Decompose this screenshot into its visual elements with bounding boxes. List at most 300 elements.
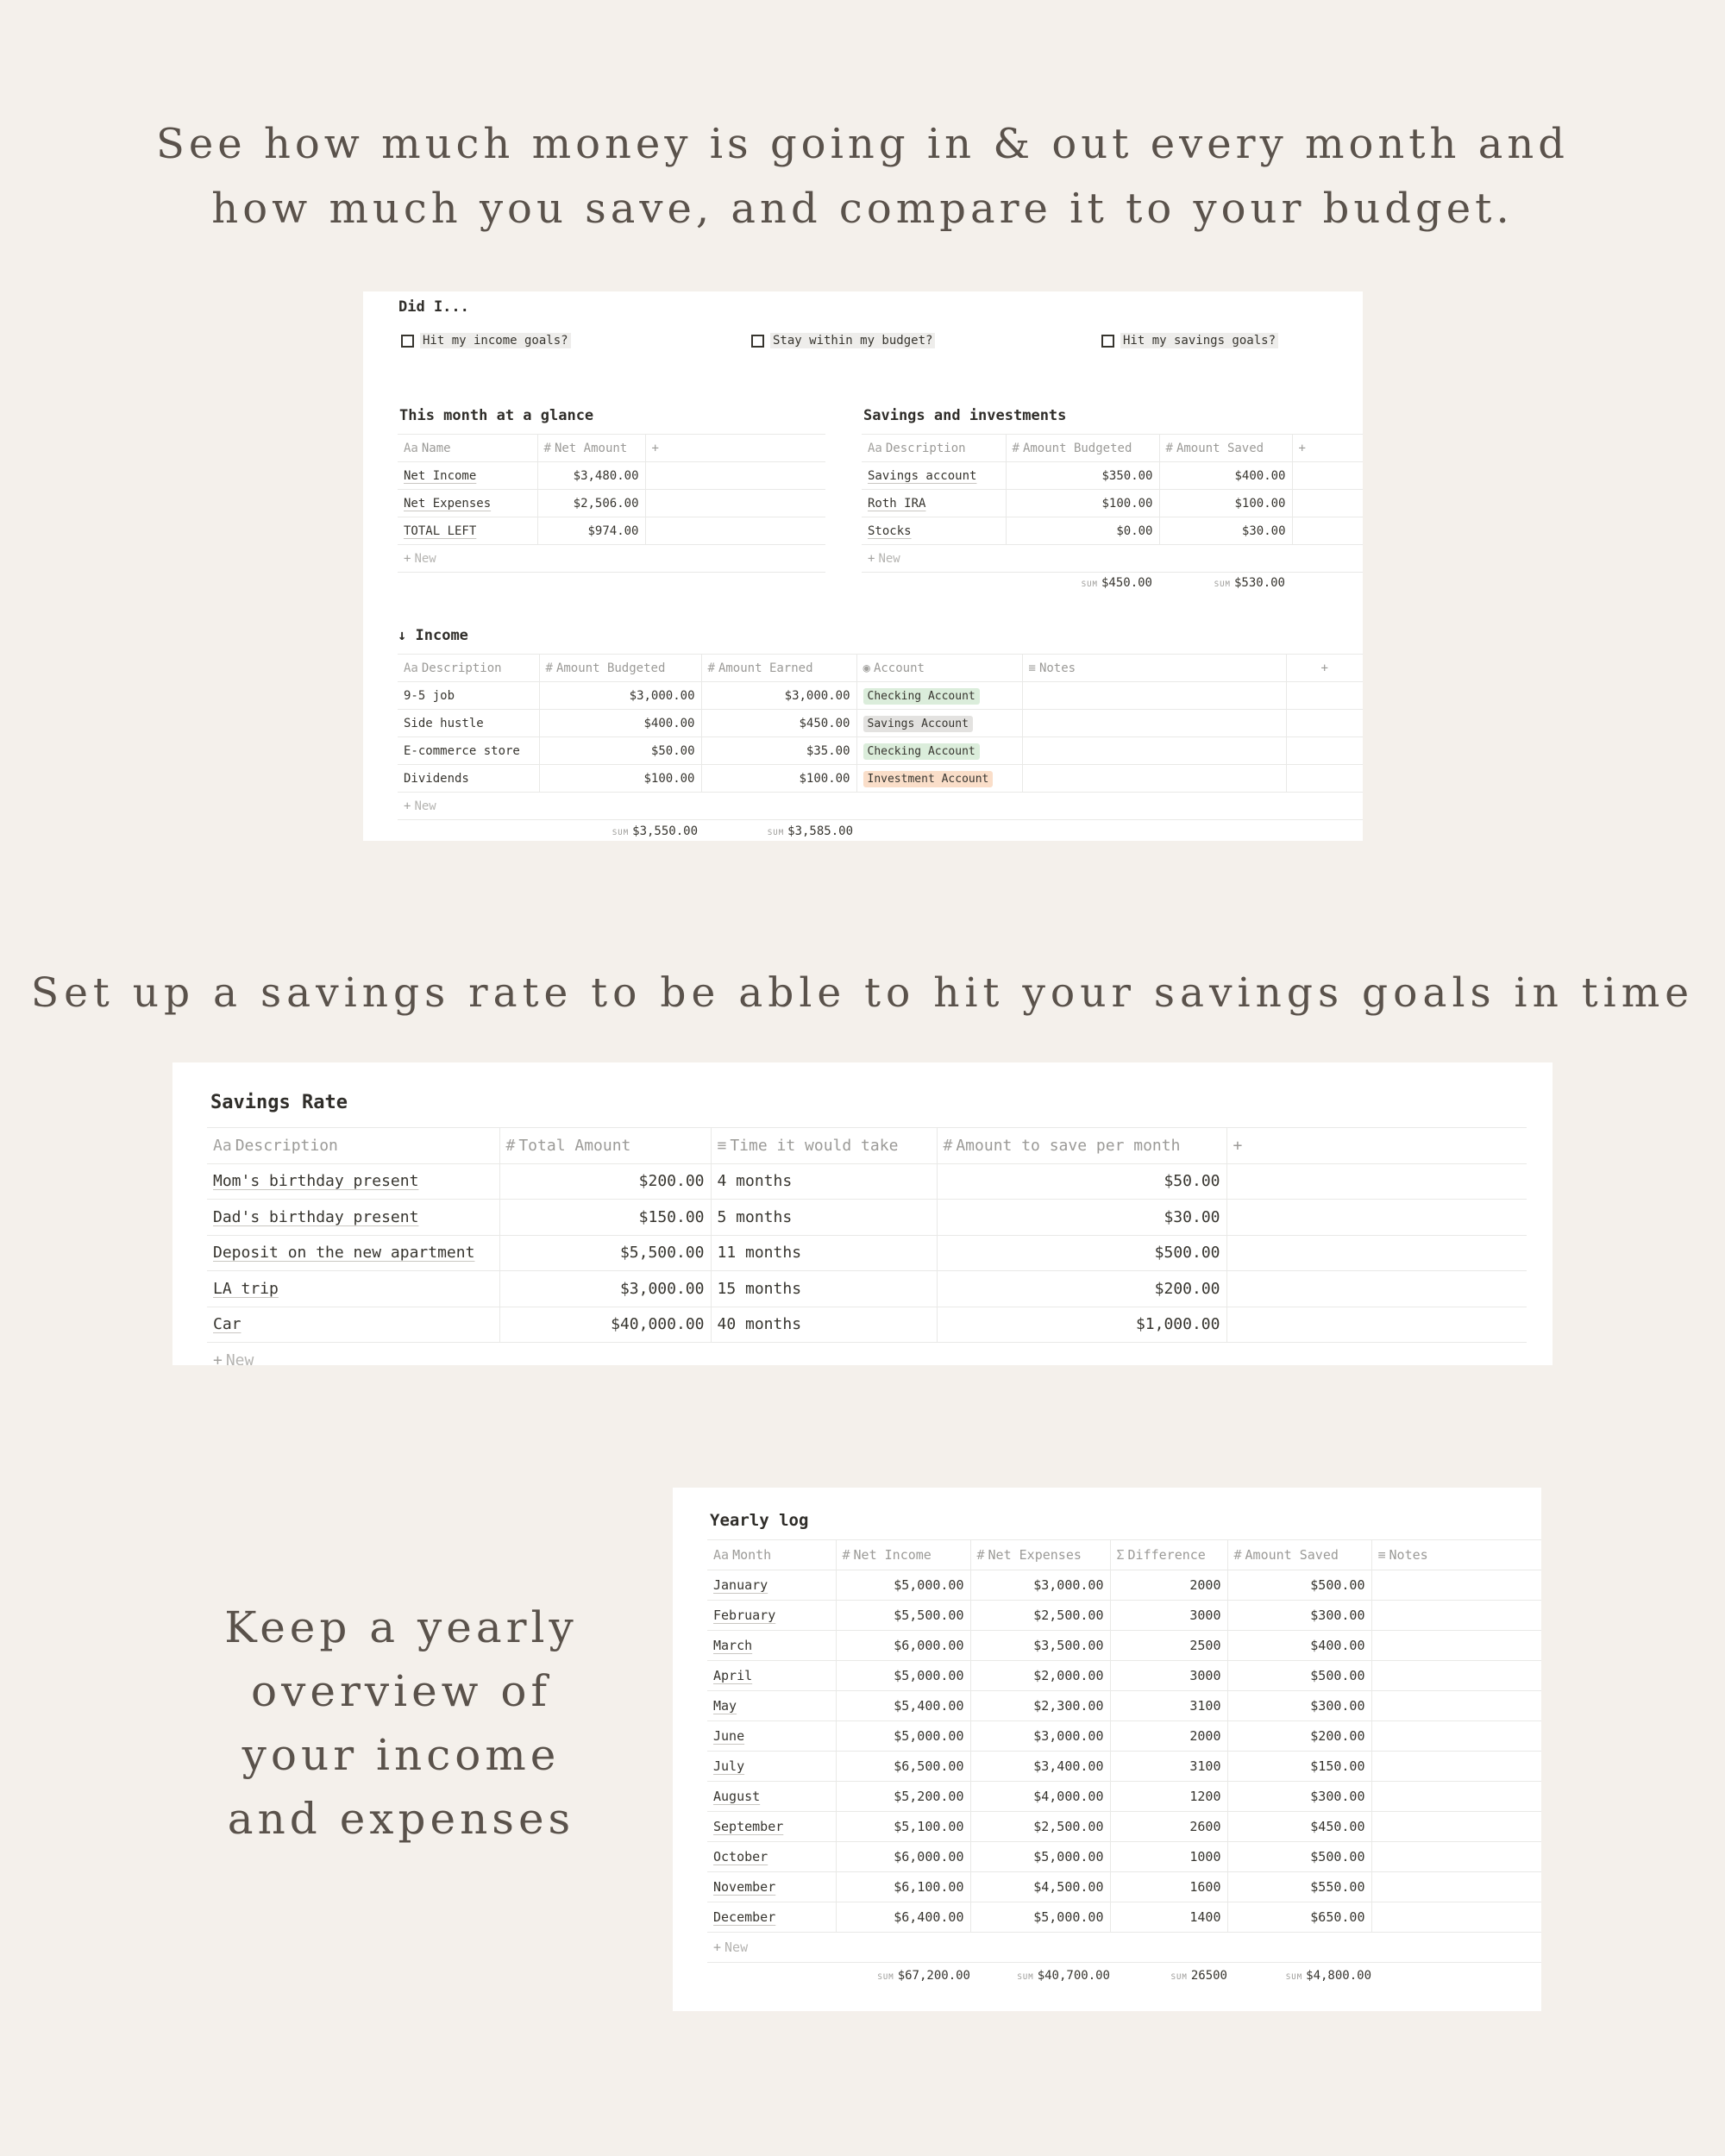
cell-difference[interactable]: 1000 xyxy=(1110,1842,1227,1872)
cell-amount-saved[interactable]: $300.00 xyxy=(1227,1782,1371,1812)
checkbox-icon[interactable] xyxy=(751,335,764,348)
add-column-icon[interactable]: + xyxy=(1286,655,1363,682)
column-label: Amount Earned xyxy=(718,661,813,675)
table-row[interactable] xyxy=(398,710,1363,737)
cell-notes[interactable] xyxy=(1371,1631,1541,1661)
cell-earned[interactable]: $3,000.00 xyxy=(701,682,856,710)
add-column-icon[interactable]: + xyxy=(645,435,825,462)
cell-net-expenses[interactable]: $2,500.00 xyxy=(970,1601,1110,1631)
monthly-dashboard-card xyxy=(363,291,1363,841)
col-notes[interactable] xyxy=(1371,1540,1541,1570)
cell-description[interactable]: 9-5 job xyxy=(398,682,539,710)
new-row-label[interactable] xyxy=(707,1933,1541,1963)
table-row[interactable] xyxy=(862,462,1363,490)
checkbox-icon[interactable] xyxy=(401,335,414,348)
cell-net-expenses[interactable]: $3,000.00 xyxy=(970,1570,1110,1601)
table-row[interactable] xyxy=(707,1691,1541,1721)
cell-empty[interactable] xyxy=(1226,1163,1527,1200)
column-label: Account xyxy=(873,661,925,675)
cell-net-expenses[interactable]: $2,500.00 xyxy=(970,1812,1110,1842)
col-time[interactable] xyxy=(711,1128,937,1164)
col-name[interactable] xyxy=(398,435,537,462)
yearly-log-table xyxy=(707,1539,1541,1963)
cell-net-income[interactable]: $6,400.00 xyxy=(836,1902,970,1933)
cell-month[interactable] xyxy=(707,1902,836,1933)
table-row[interactable] xyxy=(207,1307,1527,1343)
cell-notes[interactable] xyxy=(1371,1782,1541,1812)
headline-line: how much you save, and compare it to your budget. xyxy=(211,185,1514,233)
col-amount-earned[interactable] xyxy=(701,655,856,682)
column-label: Net Income xyxy=(853,1547,932,1563)
month-label: July xyxy=(713,1758,745,1774)
col-net-amount[interactable] xyxy=(537,435,645,462)
cell-name[interactable]: TOTAL LEFT xyxy=(398,517,537,545)
column-label: Description xyxy=(885,441,966,455)
cell-time[interactable]: 40 months xyxy=(711,1307,937,1343)
sum-budgeted[interactable] xyxy=(539,824,698,838)
cell-description[interactable]: Mom's birthday present xyxy=(207,1163,499,1200)
col-amount-saved[interactable] xyxy=(1227,1540,1371,1570)
number-type-icon: # xyxy=(842,1547,850,1563)
new-row-label[interactable] xyxy=(398,545,825,573)
cell-empty[interactable] xyxy=(1292,490,1363,517)
table-row[interactable] xyxy=(862,490,1363,517)
cell-total[interactable]: $40,000.00 xyxy=(499,1307,711,1343)
table-header xyxy=(207,1128,1527,1164)
cell-difference[interactable]: 1200 xyxy=(1110,1782,1227,1812)
cell-account[interactable] xyxy=(856,682,1022,710)
cell-saved[interactable]: $30.00 xyxy=(1159,517,1292,545)
new-row-label[interactable] xyxy=(398,793,1363,820)
cell-empty[interactable] xyxy=(1286,710,1363,737)
sum-label: SUM xyxy=(877,1973,894,1982)
cell-empty[interactable] xyxy=(1286,682,1363,710)
select-type-icon: ◉ xyxy=(862,661,870,675)
cell-monthly[interactable]: $1,000.00 xyxy=(937,1307,1226,1343)
cell-amount-saved[interactable]: $500.00 xyxy=(1227,1842,1371,1872)
cell-month[interactable] xyxy=(707,1752,836,1782)
cell-earned[interactable]: $450.00 xyxy=(701,710,856,737)
column-label: Notes xyxy=(1389,1547,1428,1563)
cell-difference[interactable]: 2000 xyxy=(1110,1570,1227,1601)
column-label: Description xyxy=(421,661,502,675)
cell-difference[interactable]: 1400 xyxy=(1110,1902,1227,1933)
cell-time[interactable]: 5 months xyxy=(711,1200,937,1236)
cell-net-expenses[interactable]: $4,000.00 xyxy=(970,1782,1110,1812)
new-row-button[interactable] xyxy=(207,1343,1527,1366)
cell-amount-saved[interactable]: $650.00 xyxy=(1227,1902,1371,1933)
cell-description[interactable]: LA trip xyxy=(207,1271,499,1307)
cell-amount-saved[interactable]: $200.00 xyxy=(1227,1721,1371,1752)
sum-saved[interactable] xyxy=(1152,576,1285,590)
sum-budgeted[interactable] xyxy=(1006,576,1152,590)
cell-notes[interactable] xyxy=(1022,737,1286,765)
cell-amount[interactable]: $3,480.00 xyxy=(537,462,645,490)
table-header xyxy=(398,435,825,462)
month-label: November xyxy=(713,1879,776,1895)
col-amount-saved[interactable] xyxy=(1159,435,1292,462)
cell-empty[interactable] xyxy=(1226,1235,1527,1271)
table-row[interactable] xyxy=(707,1570,1541,1601)
account-tag[interactable]: Savings Account xyxy=(863,716,973,732)
cell-amount-saved[interactable]: $500.00 xyxy=(1227,1570,1371,1601)
cell-notes[interactable] xyxy=(1371,1570,1541,1601)
column-label: Description xyxy=(235,1136,338,1155)
cell-month[interactable] xyxy=(707,1842,836,1872)
cell-month[interactable] xyxy=(707,1661,836,1691)
cell-description[interactable]: Side hustle xyxy=(398,710,539,737)
yearly-log-title: Yearly log xyxy=(710,1511,809,1530)
cell-monthly[interactable]: $30.00 xyxy=(937,1200,1226,1236)
add-column-icon[interactable]: + xyxy=(1292,435,1363,462)
cell-difference[interactable]: 3100 xyxy=(1110,1691,1227,1721)
sum-label: SUM xyxy=(1081,580,1098,589)
number-type-icon: # xyxy=(943,1136,953,1155)
cell-description[interactable]: Savings account xyxy=(862,462,1006,490)
month-label: September xyxy=(713,1819,784,1834)
col-net-income[interactable] xyxy=(836,1540,970,1570)
cell-month[interactable] xyxy=(707,1691,836,1721)
arrow-down-icon: ↓ xyxy=(398,627,407,644)
cell-net-expenses[interactable]: $3,000.00 xyxy=(970,1721,1110,1752)
cell-month[interactable] xyxy=(707,1601,836,1631)
cell-difference[interactable]: 3000 xyxy=(1110,1601,1227,1631)
cell-saved[interactable]: $100.00 xyxy=(1159,490,1292,517)
column-label: Amount Saved xyxy=(1176,441,1264,455)
cell-name[interactable]: Net Expenses xyxy=(398,490,537,517)
cell-net-income[interactable]: $5,200.00 xyxy=(836,1782,970,1812)
cell-description[interactable]: Roth IRA xyxy=(862,490,1006,517)
col-description[interactable] xyxy=(862,435,1006,462)
cell-notes[interactable] xyxy=(1022,765,1286,793)
col-notes[interactable] xyxy=(1022,655,1286,682)
savings-rate-table xyxy=(207,1127,1527,1365)
sum-net-income[interactable] xyxy=(836,1969,970,1983)
column-label: Net Amount xyxy=(554,441,628,455)
cell-budgeted[interactable]: $100.00 xyxy=(1006,490,1159,517)
cell-net-income[interactable]: $5,500.00 xyxy=(836,1601,970,1631)
headline-line: See how much money is going in & out every month and xyxy=(156,120,1569,168)
cell-saved[interactable]: $400.00 xyxy=(1159,462,1292,490)
cell-amount[interactable]: $974.00 xyxy=(537,517,645,545)
column-label: Amount Saved xyxy=(1245,1547,1339,1563)
cell-month[interactable] xyxy=(707,1721,836,1752)
table-row[interactable] xyxy=(398,737,1363,765)
cell-total[interactable]: $200.00 xyxy=(499,1163,711,1200)
table-row[interactable] xyxy=(862,517,1363,545)
cell-amount-saved[interactable]: $400.00 xyxy=(1227,1631,1371,1661)
new-label: New xyxy=(724,1940,749,1955)
table-row[interactable] xyxy=(398,517,825,545)
col-amount-budgeted[interactable] xyxy=(1006,435,1159,462)
headline-savings-rate: Set up a savings rate to be able to hit your savings goals in time xyxy=(30,969,1695,1017)
table-row[interactable] xyxy=(707,1872,1541,1902)
col-amount-budgeted[interactable] xyxy=(539,655,701,682)
column-label: Month xyxy=(732,1547,772,1563)
sum-value: $530.00 xyxy=(1233,576,1285,590)
col-monthly[interactable] xyxy=(937,1128,1226,1164)
table-row[interactable] xyxy=(207,1163,1527,1200)
cell-notes[interactable] xyxy=(1371,1601,1541,1631)
table-row[interactable] xyxy=(398,682,1363,710)
cell-difference[interactable]: 3000 xyxy=(1110,1661,1227,1691)
sum-value: $4,800.00 xyxy=(1306,1969,1371,1983)
new-row-button[interactable] xyxy=(707,1933,1541,1963)
cell-net-expenses[interactable]: $2,300.00 xyxy=(970,1691,1110,1721)
cell-net-income[interactable]: $5,000.00 xyxy=(836,1570,970,1601)
cell-account[interactable] xyxy=(856,765,1022,793)
cell-description[interactable]: Stocks xyxy=(862,517,1006,545)
cell-amount[interactable]: $2,506.00 xyxy=(537,490,645,517)
cell-net-expenses[interactable]: $5,000.00 xyxy=(970,1842,1110,1872)
yearly-log-card xyxy=(673,1488,1541,2011)
cell-difference[interactable]: 1600 xyxy=(1110,1872,1227,1902)
account-tag[interactable]: Checking Account xyxy=(863,688,980,705)
checkbox-label: Stay within my budget? xyxy=(770,333,935,348)
plus-icon: + xyxy=(404,799,411,813)
table-header xyxy=(862,435,1363,462)
cell-net-income[interactable]: $6,000.00 xyxy=(836,1842,970,1872)
cell-amount-saved[interactable]: $450.00 xyxy=(1227,1812,1371,1842)
cell-time[interactable]: 11 months xyxy=(711,1235,937,1271)
cell-empty[interactable] xyxy=(645,517,825,545)
headline-line: overview of xyxy=(251,1666,551,1716)
cell-monthly[interactable]: $200.00 xyxy=(937,1271,1226,1307)
column-label: Amount to save per month xyxy=(956,1136,1181,1155)
new-row-button[interactable] xyxy=(862,545,1363,573)
cell-description[interactable]: E-commerce store xyxy=(398,737,539,765)
cell-notes[interactable] xyxy=(1371,1872,1541,1902)
cell-net-expenses[interactable]: $3,400.00 xyxy=(970,1752,1110,1782)
cell-description[interactable]: Car xyxy=(207,1307,499,1343)
cell-empty[interactable] xyxy=(1286,737,1363,765)
cell-difference[interactable]: 3100 xyxy=(1110,1752,1227,1782)
cell-empty[interactable] xyxy=(1286,765,1363,793)
cell-budgeted[interactable]: $0.00 xyxy=(1006,517,1159,545)
cell-budgeted[interactable]: $350.00 xyxy=(1006,462,1159,490)
cell-month[interactable] xyxy=(707,1812,836,1842)
headline-line: and expenses xyxy=(227,1794,575,1844)
table-row[interactable] xyxy=(707,1631,1541,1661)
text-lines-icon: ≡ xyxy=(717,1136,727,1155)
cell-difference[interactable]: 2000 xyxy=(1110,1721,1227,1752)
sum-value: $3,550.00 xyxy=(632,824,698,838)
cell-notes[interactable] xyxy=(1371,1752,1541,1782)
cell-budgeted[interactable]: $100.00 xyxy=(539,765,701,793)
column-label: Notes xyxy=(1038,661,1076,675)
income-title-text: Income xyxy=(415,627,468,644)
col-month[interactable] xyxy=(707,1540,836,1570)
table-row[interactable] xyxy=(207,1271,1527,1307)
column-label: Net Expenses xyxy=(988,1547,1082,1563)
cell-empty[interactable] xyxy=(1292,517,1363,545)
cell-difference[interactable]: 2500 xyxy=(1110,1631,1227,1661)
table-row[interactable] xyxy=(707,1752,1541,1782)
income-table xyxy=(398,654,1363,820)
cell-amount-saved[interactable]: $300.00 xyxy=(1227,1691,1371,1721)
cell-net-income[interactable]: $5,100.00 xyxy=(836,1812,970,1842)
cell-notes[interactable] xyxy=(1371,1691,1541,1721)
cell-month[interactable] xyxy=(707,1872,836,1902)
cell-description[interactable]: Dad's birthday present xyxy=(207,1200,499,1236)
checkbox-label: Hit my savings goals? xyxy=(1120,333,1278,348)
checkbox-budget[interactable] xyxy=(751,333,935,348)
cell-difference[interactable]: 2600 xyxy=(1110,1812,1227,1842)
cell-notes[interactable] xyxy=(1371,1661,1541,1691)
cell-net-income[interactable]: $6,100.00 xyxy=(836,1872,970,1902)
sum-amount-saved[interactable] xyxy=(1227,1969,1371,1983)
sum-difference[interactable] xyxy=(1110,1969,1227,1983)
cell-total[interactable]: $5,500.00 xyxy=(499,1235,711,1271)
cell-budgeted[interactable]: $50.00 xyxy=(539,737,701,765)
col-net-expenses[interactable] xyxy=(970,1540,1110,1570)
cell-description[interactable]: Deposit on the new apartment xyxy=(207,1235,499,1271)
add-column-icon[interactable]: + xyxy=(1226,1128,1527,1164)
text-type-icon: Aa xyxy=(213,1136,232,1155)
new-label: New xyxy=(225,1351,254,1365)
month-label: April xyxy=(713,1668,753,1683)
savings-rate-card xyxy=(172,1062,1552,1365)
account-tag[interactable]: Investment Account xyxy=(863,771,994,787)
table-row[interactable] xyxy=(707,1902,1541,1933)
month-label: December xyxy=(713,1909,776,1925)
cell-empty[interactable] xyxy=(1226,1307,1527,1343)
cell-name[interactable]: Net Income xyxy=(398,462,537,490)
new-row-label[interactable] xyxy=(207,1343,1527,1366)
col-account[interactable] xyxy=(856,655,1022,682)
cell-net-expenses[interactable]: $4,500.00 xyxy=(970,1872,1110,1902)
cell-empty[interactable] xyxy=(645,490,825,517)
sum-label: SUM xyxy=(1285,1973,1303,1982)
cell-earned[interactable]: $100.00 xyxy=(701,765,856,793)
sum-label: SUM xyxy=(1214,580,1231,589)
cell-month[interactable] xyxy=(707,1631,836,1661)
plus-icon: + xyxy=(213,1351,223,1365)
cell-net-income[interactable]: $6,500.00 xyxy=(836,1752,970,1782)
cell-month[interactable] xyxy=(707,1570,836,1601)
cell-total[interactable]: $150.00 xyxy=(499,1200,711,1236)
cell-empty[interactable] xyxy=(1292,462,1363,490)
number-type-icon: # xyxy=(545,661,553,675)
cell-amount-saved[interactable]: $150.00 xyxy=(1227,1752,1371,1782)
cell-net-income[interactable]: $5,000.00 xyxy=(836,1661,970,1691)
cell-monthly[interactable]: $500.00 xyxy=(937,1235,1226,1271)
cell-month[interactable] xyxy=(707,1782,836,1812)
cell-description[interactable]: Dividends xyxy=(398,765,539,793)
cell-notes[interactable] xyxy=(1371,1842,1541,1872)
income-title xyxy=(398,627,468,644)
text-type-icon: Aa xyxy=(404,661,418,675)
cell-notes[interactable] xyxy=(1371,1721,1541,1752)
table-row[interactable] xyxy=(707,1661,1541,1691)
number-type-icon: # xyxy=(1165,441,1173,455)
cell-notes[interactable] xyxy=(1022,682,1286,710)
col-total-amount[interactable] xyxy=(499,1128,711,1164)
new-row-button[interactable] xyxy=(398,793,1363,820)
checkbox-label: Hit my income goals? xyxy=(420,333,571,348)
cell-account[interactable] xyxy=(856,710,1022,737)
headline-line: Keep a yearly xyxy=(224,1602,578,1652)
headline-line: your income xyxy=(242,1730,561,1780)
number-type-icon: # xyxy=(976,1547,985,1563)
table-row[interactable] xyxy=(707,1812,1541,1842)
column-label: Amount Budgeted xyxy=(555,661,666,675)
cell-net-income[interactable]: $5,400.00 xyxy=(836,1691,970,1721)
cell-earned[interactable]: $35.00 xyxy=(701,737,856,765)
cell-time[interactable]: 4 months xyxy=(711,1163,937,1200)
col-difference[interactable] xyxy=(1110,1540,1227,1570)
new-label: New xyxy=(414,799,436,813)
col-description[interactable] xyxy=(207,1128,499,1164)
text-type-icon: Aa xyxy=(713,1547,730,1563)
col-description[interactable] xyxy=(398,655,539,682)
cell-monthly[interactable]: $50.00 xyxy=(937,1163,1226,1200)
sum-earned[interactable] xyxy=(698,824,853,838)
table-row[interactable] xyxy=(398,765,1363,793)
number-type-icon: # xyxy=(1233,1547,1242,1563)
checkbox-savings-goals[interactable] xyxy=(1101,333,1278,348)
cell-net-income[interactable]: $5,000.00 xyxy=(836,1721,970,1752)
cell-notes[interactable] xyxy=(1371,1812,1541,1842)
cell-empty[interactable] xyxy=(1226,1271,1527,1307)
cell-amount-saved[interactable]: $300.00 xyxy=(1227,1601,1371,1631)
sum-label: SUM xyxy=(767,829,785,837)
cell-notes[interactable] xyxy=(1371,1902,1541,1933)
cell-net-income[interactable]: $6,000.00 xyxy=(836,1631,970,1661)
new-row-button[interactable] xyxy=(398,545,825,573)
account-tag[interactable]: Checking Account xyxy=(863,743,980,760)
cell-empty[interactable] xyxy=(1226,1200,1527,1236)
plus-icon: + xyxy=(868,551,875,566)
table-row[interactable] xyxy=(707,1721,1541,1752)
month-label: May xyxy=(713,1698,737,1714)
sum-value: $40,700.00 xyxy=(1037,1969,1110,1983)
cell-budgeted[interactable]: $3,000.00 xyxy=(539,682,701,710)
sum-net-expenses[interactable] xyxy=(970,1969,1110,1983)
plus-icon: + xyxy=(713,1940,722,1955)
sum-value: $450.00 xyxy=(1101,576,1152,590)
cell-empty[interactable] xyxy=(645,462,825,490)
table-row[interactable] xyxy=(707,1601,1541,1631)
table-row[interactable] xyxy=(707,1782,1541,1812)
cell-net-expenses[interactable]: $2,000.00 xyxy=(970,1661,1110,1691)
table-row[interactable] xyxy=(207,1200,1527,1236)
cell-account[interactable] xyxy=(856,737,1022,765)
checkbox-icon[interactable] xyxy=(1101,335,1114,348)
new-row-label[interactable] xyxy=(862,545,1363,573)
cell-net-expenses[interactable]: $5,000.00 xyxy=(970,1902,1110,1933)
number-type-icon: # xyxy=(505,1136,516,1155)
checkbox-income-goals[interactable] xyxy=(401,333,571,348)
cell-budgeted[interactable]: $400.00 xyxy=(539,710,701,737)
sum-label: SUM xyxy=(1017,1973,1034,1982)
sum-value: $67,200.00 xyxy=(897,1969,970,1983)
table-row[interactable] xyxy=(707,1842,1541,1872)
cell-total[interactable]: $3,000.00 xyxy=(499,1271,711,1307)
table-row[interactable] xyxy=(398,490,825,517)
table-row[interactable] xyxy=(207,1235,1527,1271)
table-row[interactable] xyxy=(398,462,825,490)
new-label: New xyxy=(878,551,900,566)
cell-notes[interactable] xyxy=(1022,710,1286,737)
cell-time[interactable]: 15 months xyxy=(711,1271,937,1307)
plus-icon: + xyxy=(404,551,411,566)
cell-amount-saved[interactable]: $550.00 xyxy=(1227,1872,1371,1902)
cell-net-expenses[interactable]: $3,500.00 xyxy=(970,1631,1110,1661)
savings-investments-title: Savings and investments xyxy=(863,407,1067,424)
cell-amount-saved[interactable]: $500.00 xyxy=(1227,1661,1371,1691)
month-label: February xyxy=(713,1608,776,1623)
